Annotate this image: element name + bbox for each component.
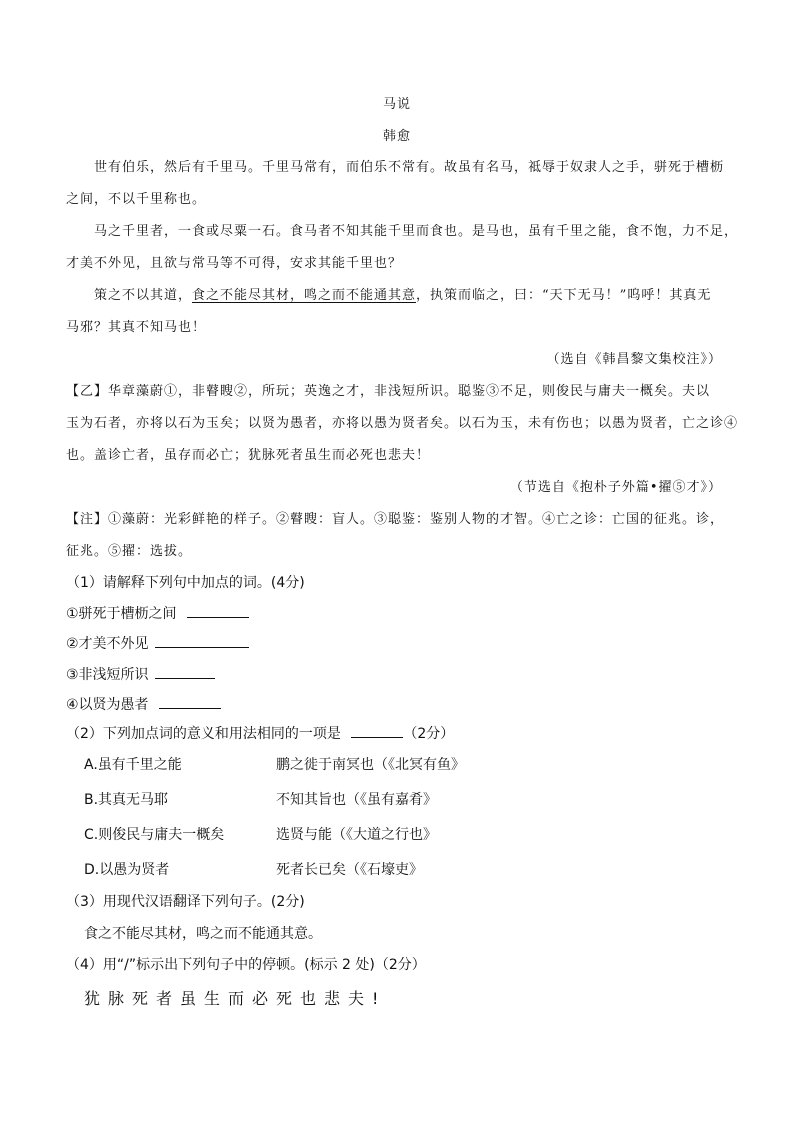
passage-a-paragraph-3-line-2: 马邪？其真不知马也！ xyxy=(66,320,207,335)
option-d-label: D.以愚为贤者 xyxy=(84,862,170,878)
question-1-item-1 xyxy=(66,604,249,622)
option-d-compare: 死者长已矣（《石壕吏》 xyxy=(276,862,423,878)
passage-title: 马说 xyxy=(382,97,411,112)
question-3-sentence: 食之不能尽其材，鸣之而不能通其意。 xyxy=(84,926,322,942)
question-1-item-1-text: ①骈死于槽枥之间 xyxy=(66,606,177,622)
option-c-row xyxy=(84,827,724,843)
question-2-score: （2分） xyxy=(403,726,455,742)
question-1-item-2-text: ②才美不外见 xyxy=(66,636,149,652)
passage-a-paragraph-1-line-2: 之间，不以千里称也。 xyxy=(66,192,207,207)
question-1-item-3 xyxy=(66,665,215,683)
option-c-label: C.则俊民与庸夫一概矣 xyxy=(84,827,225,843)
paragraph-3-text-start: 策之不以其道， xyxy=(94,288,193,303)
answer-blank-3[interactable] xyxy=(155,665,215,679)
question-3-stem: （3）用现代汉语翻译下列句子。(2分) xyxy=(66,894,305,910)
answer-blank-q2[interactable] xyxy=(351,724,403,738)
question-1-item-4 xyxy=(66,695,221,713)
passage-a-paragraph-1-line-1: 世有伯乐，然后有千里马。千里马常有，而伯乐不常有。故虽有名马，祗辱于奴隶人之手，骈死于槽枥 xyxy=(94,160,725,175)
answer-blank-2[interactable] xyxy=(155,634,249,648)
passage-a-paragraph-2-line-1: 马之千里者，一食或尽粟一石。食马者不知其能千里而食也。是马也，虽有千里之能，食不饱，力不足， xyxy=(94,224,739,239)
question-2-stem-text: （2）下列加点词的意义和用法相同的一项是 xyxy=(66,726,341,742)
question-1-item-4-text: ④以贤为愚者 xyxy=(66,697,149,713)
passage-b-source: （节选自《抱朴子外篇•擢⑤才》） xyxy=(509,480,722,495)
option-a-row xyxy=(84,757,724,773)
question-4-stem: （4）用“/”标示出下列句子中的停顿。(标示 2 处)（2分） xyxy=(66,957,426,973)
passage-b-line-2: 玉为石者，亦将以石为玉矣；以贤为愚者，亦将以愚为贤者矣。以石为玉，未有伤也；以愚为贤者，亡之诊④ xyxy=(66,416,739,431)
underlined-sentence: 食之不能尽其材，鸣之而不能通其意 xyxy=(192,288,417,303)
passage-b-line-3: 也。盖诊亡者，虽存而必亡；犹脉死者虽生而必死也悲夫！ xyxy=(66,448,431,463)
option-b-label: B.其真无马耶 xyxy=(84,792,169,808)
answer-blank-4[interactable] xyxy=(159,695,221,709)
option-d-row xyxy=(84,862,724,878)
passage-a-paragraph-2-line-2: 才美不外见，且欲与常马等不可得，安求其能千里也？ xyxy=(66,256,403,271)
paragraph-3-text-end: ，执策而临之，曰：“天下无马！”呜呼！其真无 xyxy=(416,288,712,303)
question-1-stem: （1）请解释下列句中加点的词。(4分) xyxy=(66,575,305,591)
passage-b-line-1: 【乙】华章藻蔚①，非瞽瞍②，所玩；英逸之才，非浅短所识。聪鉴③不足，则俊民与庸夫一概矣。夫以 xyxy=(66,384,711,399)
question-4-sentence: 犹脉死者虽生而必死也悲夫! xyxy=(84,989,387,1008)
passage-a-source: （选自《韩昌黎文集校注》） xyxy=(546,352,722,367)
notes-line-1: 【注】①藻蔚：光彩鲜艳的样子。②瞽瞍：盲人。③聪鉴：鉴别人物的才智。④亡之诊：亡国的征兆。诊， xyxy=(66,512,725,527)
option-c-compare: 选贤与能（《大道之行也》 xyxy=(276,827,437,843)
passage-author: 韩愈 xyxy=(382,129,411,144)
option-a-compare: 鹏之徙于南冥也（《北冥有鱼》 xyxy=(276,757,465,773)
option-a-label: A.虽有千里之能 xyxy=(84,757,182,773)
option-b-row xyxy=(84,792,724,808)
passage-a-paragraph-3-line-1 xyxy=(94,288,711,304)
notes-line-2: 征兆。⑤擢：选拔。 xyxy=(66,544,193,559)
question-2-stem xyxy=(66,724,454,742)
answer-blank-1[interactable] xyxy=(187,604,249,618)
question-1-item-3-text: ③非浅短所识 xyxy=(66,667,149,683)
question-1-item-2 xyxy=(66,634,249,652)
option-b-compare: 不知其旨也（《虽有嘉肴》 xyxy=(276,792,437,808)
